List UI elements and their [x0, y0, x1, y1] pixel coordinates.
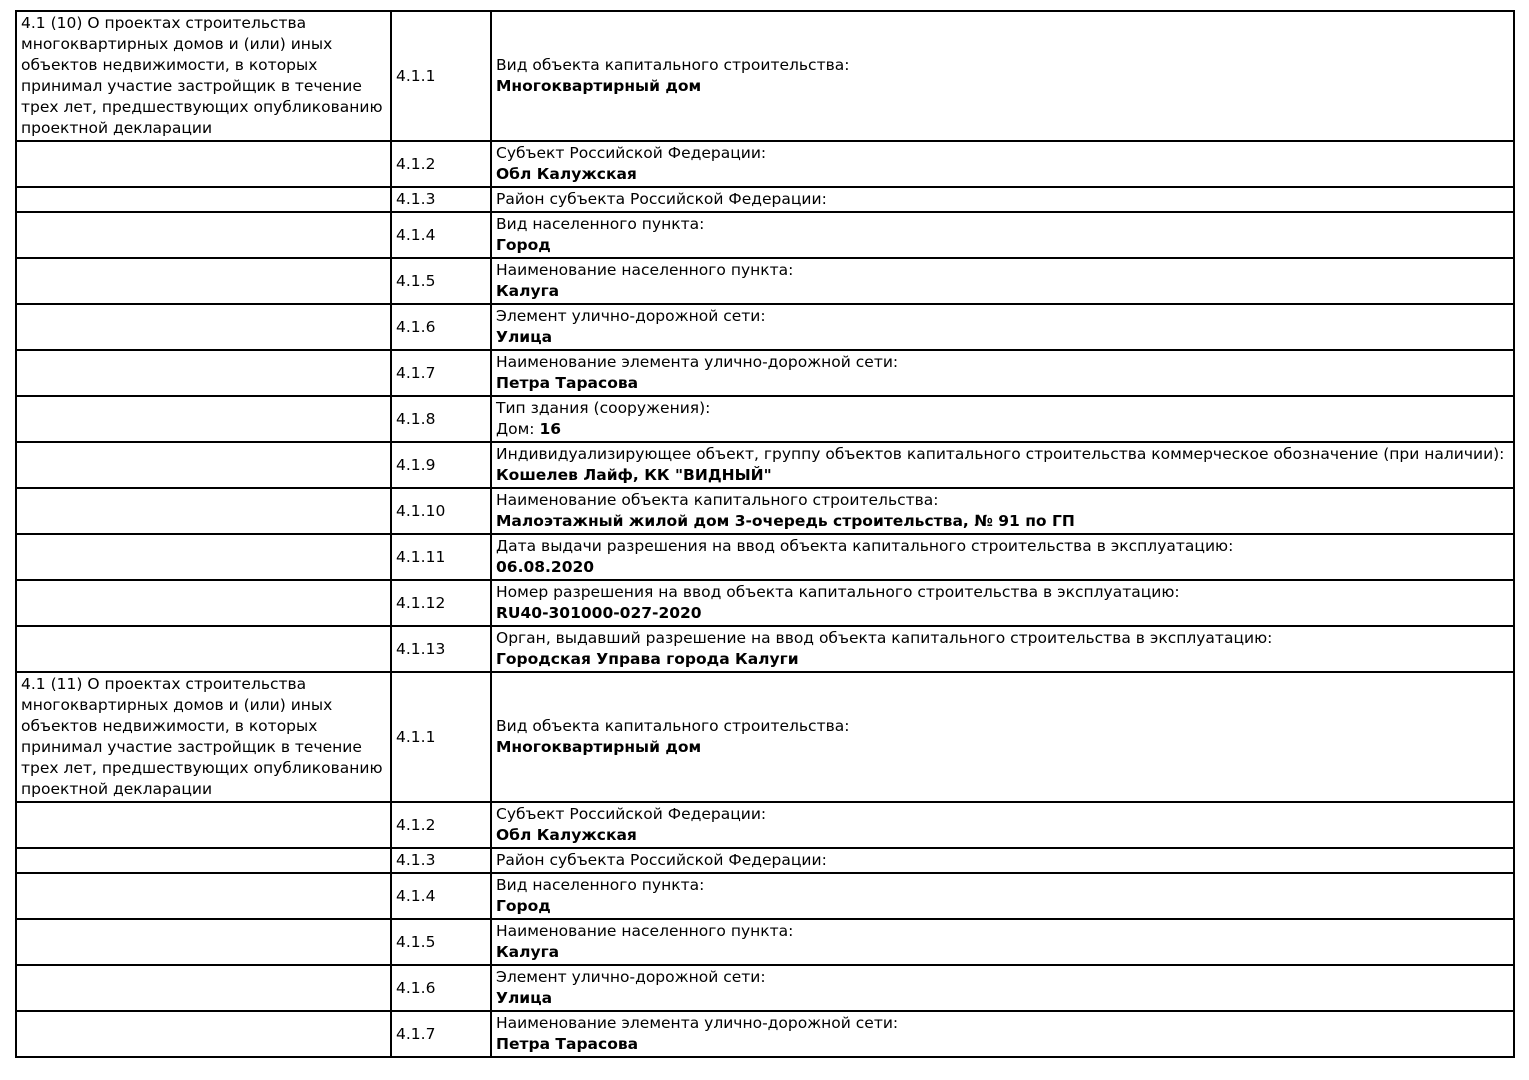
row-content-cell — [491, 848, 1514, 873]
row-label: Дата выдачи разрешения на ввод объекта капитального строительства в эксплуатацию: — [496, 537, 1234, 555]
row-label: Вид объекта капитального строительства: — [496, 717, 850, 735]
row-label: Наименование населенного пункта: — [496, 922, 794, 940]
row-label: Наименование элемента улично-дорожной сети: — [496, 353, 899, 371]
section-description-cell — [16, 848, 391, 873]
table-row — [16, 873, 1514, 919]
table-row — [16, 212, 1514, 258]
section-description-cell — [16, 965, 391, 1011]
section-description-cell: 4.1 (11) О проектах строительства многоквартирных домов и (или) иных объектов недвижимости, в которых принимал участие застройщик в течение трех лет, предшествующих опубликованию проектной декларации — [16, 672, 391, 802]
table-row — [16, 258, 1514, 304]
row-value-line — [496, 1034, 1509, 1055]
row-value-line — [496, 164, 1509, 185]
table-row — [16, 141, 1514, 187]
section-description-cell — [16, 350, 391, 396]
table-row — [16, 350, 1514, 396]
row-label: Район субъекта Российской Федерации: — [496, 851, 827, 869]
row-label: Тип здания (сооружения): — [496, 399, 711, 417]
row-number-cell: 4.1.5 — [391, 258, 491, 304]
row-content-cell — [491, 488, 1514, 534]
section-description-cell: 4.1 (10) О проектах строительства многоквартирных домов и (или) иных объектов недвижимости, в которых принимал участие застройщик в течение трех лет, предшествующих опубликованию проектной декларации — [16, 11, 391, 141]
row-label: Номер разрешения на ввод объекта капитального строительства в эксплуатацию: — [496, 583, 1180, 601]
row-value-line — [496, 465, 1509, 486]
table-row — [16, 919, 1514, 965]
row-value: RU40-301000-027-2020 — [496, 604, 702, 622]
row-content-cell — [491, 580, 1514, 626]
row-value: Улица — [496, 989, 553, 1007]
table-row — [16, 11, 1514, 141]
section-description-cell — [16, 304, 391, 350]
section-description-cell — [16, 873, 391, 919]
row-value-line — [496, 281, 1509, 302]
row-number-cell: 4.1.1 — [391, 11, 491, 141]
row-value-prefix: Дом: — [496, 420, 540, 438]
row-value-line — [496, 896, 1509, 917]
row-value: Петра Тарасова — [496, 374, 639, 392]
section-description-cell — [16, 919, 391, 965]
row-number-cell: 4.1.4 — [391, 212, 491, 258]
row-label: Район субъекта Российской Федерации: — [496, 190, 827, 208]
row-number-cell: 4.1.2 — [391, 141, 491, 187]
document-page — [15, 10, 1513, 1058]
row-value: Малоэтажный жилой дом 3-очередь строительства, № 91 по ГП — [496, 512, 1075, 530]
row-value-line — [496, 737, 1509, 758]
row-number-cell: 4.1.3 — [391, 187, 491, 212]
row-label: Наименование элемента улично-дорожной сети: — [496, 1014, 899, 1032]
table-row — [16, 802, 1514, 848]
row-value: Калуга — [496, 282, 560, 300]
row-value-line — [496, 557, 1509, 578]
row-value: Многоквартирный дом — [496, 77, 702, 95]
section-description-cell — [16, 141, 391, 187]
row-number-cell: 4.1.9 — [391, 442, 491, 488]
row-label: Вид объекта капитального строительства: — [496, 56, 850, 74]
row-content-cell — [491, 672, 1514, 802]
row-value-line — [496, 419, 1509, 440]
row-value: 06.08.2020 — [496, 558, 595, 576]
row-number-cell: 4.1.12 — [391, 580, 491, 626]
section-description-cell — [16, 580, 391, 626]
row-content-cell — [491, 919, 1514, 965]
row-number-cell: 4.1.13 — [391, 626, 491, 672]
row-value-line — [496, 603, 1509, 624]
row-content-cell — [491, 141, 1514, 187]
row-value-line — [496, 942, 1509, 963]
declaration-table — [15, 10, 1515, 1058]
row-content-cell — [491, 1011, 1514, 1057]
declaration-table-body — [16, 11, 1514, 1057]
table-row — [16, 965, 1514, 1011]
row-number-cell: 4.1.8 — [391, 396, 491, 442]
row-value: 16 — [539, 420, 562, 438]
row-content-cell — [491, 212, 1514, 258]
row-value-line — [496, 988, 1509, 1009]
row-content-cell — [491, 965, 1514, 1011]
table-row — [16, 672, 1514, 802]
row-label: Субъект Российской Федерации: — [496, 805, 767, 823]
row-value: Улица — [496, 328, 553, 346]
table-row — [16, 396, 1514, 442]
row-value: Городская Управа города Калуги — [496, 650, 799, 668]
row-label: Субъект Российской Федерации: — [496, 144, 767, 162]
table-row — [16, 488, 1514, 534]
table-row — [16, 848, 1514, 873]
row-content-cell — [491, 304, 1514, 350]
row-number-cell: 4.1.2 — [391, 802, 491, 848]
row-content-cell — [491, 442, 1514, 488]
section-description-cell — [16, 396, 391, 442]
table-row — [16, 187, 1514, 212]
row-number-cell: 4.1.11 — [391, 534, 491, 580]
table-row — [16, 580, 1514, 626]
section-description-cell — [16, 626, 391, 672]
row-number-cell: 4.1.7 — [391, 1011, 491, 1057]
row-value: Калуга — [496, 943, 560, 961]
row-label: Наименование объекта капитального строительства: — [496, 491, 939, 509]
row-value: Кошелев Лайф, КК "ВИДНЫЙ" — [496, 466, 772, 484]
row-content-cell — [491, 534, 1514, 580]
row-value: Петра Тарасова — [496, 1035, 639, 1053]
row-number-cell: 4.1.10 — [391, 488, 491, 534]
row-content-cell — [491, 258, 1514, 304]
row-number-cell: 4.1.6 — [391, 304, 491, 350]
row-value-line — [496, 76, 1509, 97]
row-value: Обл Калужская — [496, 826, 637, 844]
row-content-cell — [491, 626, 1514, 672]
row-label: Орган, выдавший разрешение на ввод объекта капитального строительства в эксплуатацию: — [496, 629, 1273, 647]
row-content-cell — [491, 187, 1514, 212]
row-content-cell — [491, 350, 1514, 396]
row-value-line — [496, 235, 1509, 256]
row-content-cell — [491, 396, 1514, 442]
section-description-cell — [16, 187, 391, 212]
row-number-cell: 4.1.1 — [391, 672, 491, 802]
row-number-cell: 4.1.4 — [391, 873, 491, 919]
row-label: Вид населенного пункта: — [496, 876, 705, 894]
section-description-cell — [16, 258, 391, 304]
row-value-line — [496, 511, 1509, 532]
row-label: Вид населенного пункта: — [496, 215, 705, 233]
section-description-cell — [16, 212, 391, 258]
section-description-cell — [16, 488, 391, 534]
row-value-line — [496, 825, 1509, 846]
row-label: Элемент улично-дорожной сети: — [496, 968, 766, 986]
row-content-cell — [491, 802, 1514, 848]
row-label: Наименование населенного пункта: — [496, 261, 794, 279]
table-row — [16, 626, 1514, 672]
row-label: Индивидуализирующее объект, группу объектов капитального строительства коммерческое обозначение (при наличии): — [496, 445, 1505, 463]
row-content-cell — [491, 873, 1514, 919]
table-row — [16, 442, 1514, 488]
row-value: Многоквартирный дом — [496, 738, 702, 756]
row-number-cell: 4.1.6 — [391, 965, 491, 1011]
row-value-line — [496, 327, 1509, 348]
row-value-line — [496, 373, 1509, 394]
section-description-cell — [16, 802, 391, 848]
section-description-cell — [16, 442, 391, 488]
row-value: Обл Калужская — [496, 165, 637, 183]
row-value: Город — [496, 236, 551, 254]
table-row — [16, 534, 1514, 580]
table-row — [16, 1011, 1514, 1057]
row-value-line — [496, 649, 1509, 670]
row-number-cell: 4.1.3 — [391, 848, 491, 873]
row-label: Элемент улично-дорожной сети: — [496, 307, 766, 325]
row-value: Город — [496, 897, 551, 915]
row-content-cell — [491, 11, 1514, 141]
table-row — [16, 304, 1514, 350]
section-description-cell — [16, 534, 391, 580]
row-number-cell: 4.1.5 — [391, 919, 491, 965]
section-description-cell — [16, 1011, 391, 1057]
row-number-cell: 4.1.7 — [391, 350, 491, 396]
